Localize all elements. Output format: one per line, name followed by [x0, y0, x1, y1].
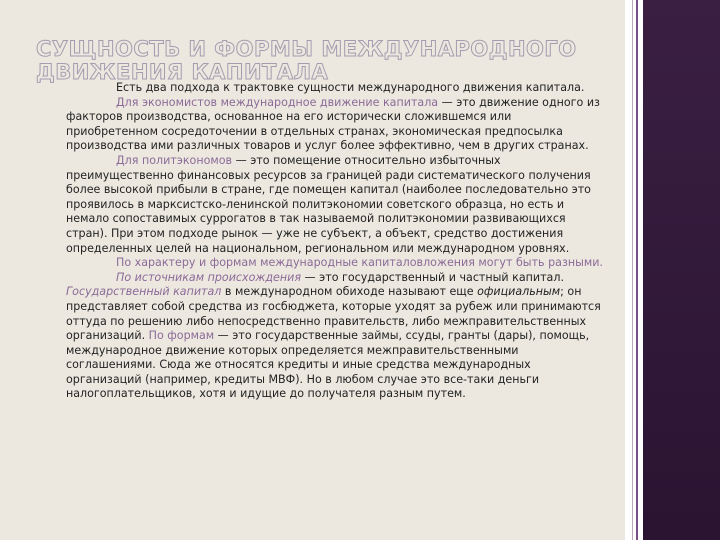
economists-text: — это движение одного из факторов производства, основанное на его исторически сложившемся или приобретенном сосредоточении в отдельных странах, экономическая предпосылка производства ими различных товаров и услуг более эффективно, чем в других странах.: [66, 95, 600, 153]
slide-body: [66, 81, 604, 402]
slide-title: СУЩНОСТЬ И ФОРМЫ МЕЖДУНАРОДНОГО ДВИЖЕНИЯ КАПИТАЛА: [36, 37, 577, 85]
economists-highlight: Для экономистов международное движение капитала: [116, 95, 439, 109]
state-capital-highlight: Государственный капитал: [66, 285, 222, 299]
paragraph-sources: [66, 271, 604, 402]
sources-text-1: — это государственный и частный капитал.: [301, 270, 564, 284]
character-highlight: По характеру и формам международные капиталовложения могут быть разными.: [116, 256, 603, 270]
paragraph-political-economists: [66, 154, 604, 256]
side-line-thin: [632, 0, 633, 540]
forms-highlight: По формам: [148, 329, 215, 343]
paragraph-intro: [66, 81, 604, 96]
political-economists-highlight: Для политэкономов: [116, 153, 233, 167]
forms-text: — это государственные займы, ссуды, гранты (дары), помощь, международное движение которых определяется межправительственными соглашениями. Сюда же относятся кредиты и иные средства международных организаций (например, кредиты МВФ). Но в любом случае это все-таки деньги налогоплательщиков, хотя и идущие до получателя разным путем.: [66, 329, 590, 401]
paragraph-character: [66, 256, 604, 271]
official-term: официальным: [477, 285, 561, 299]
political-economists-text: — это помещение относительно избыточных преимущественно финансовых ресурсов за границей ради систематического получения более высокой прибыли в стране, где помещен капитал (наиболее последовательно это проявилось в марксистско-ленинской политэкономии советского образца, но есть и немало сопоставимых суррогатов в так называемой политэкономии развивающихся стран). При этом подходе рынок — уже не субъект, а объект, средство достижения определенных целей на национальном, региональном или международном уровнях.: [66, 153, 591, 255]
sources-text-2: в международном обиходе называют еще: [221, 285, 478, 299]
side-line-accent: [636, 0, 638, 540]
intro-text: Есть два подхода к трактовке сущности международного движения капитала.: [116, 81, 585, 94]
sources-highlight: По источникам происхождения: [116, 270, 301, 284]
paragraph-economists: [66, 96, 604, 154]
sources-text-3: ; он представляет собой средства из госбюджета, которые уходят за рубеж или принимаются оттуда по решению либо непосредственно правительств, либо межправительственных организаций.: [66, 285, 601, 343]
side-band-dark: [643, 0, 720, 540]
side-band-light: [625, 0, 643, 540]
